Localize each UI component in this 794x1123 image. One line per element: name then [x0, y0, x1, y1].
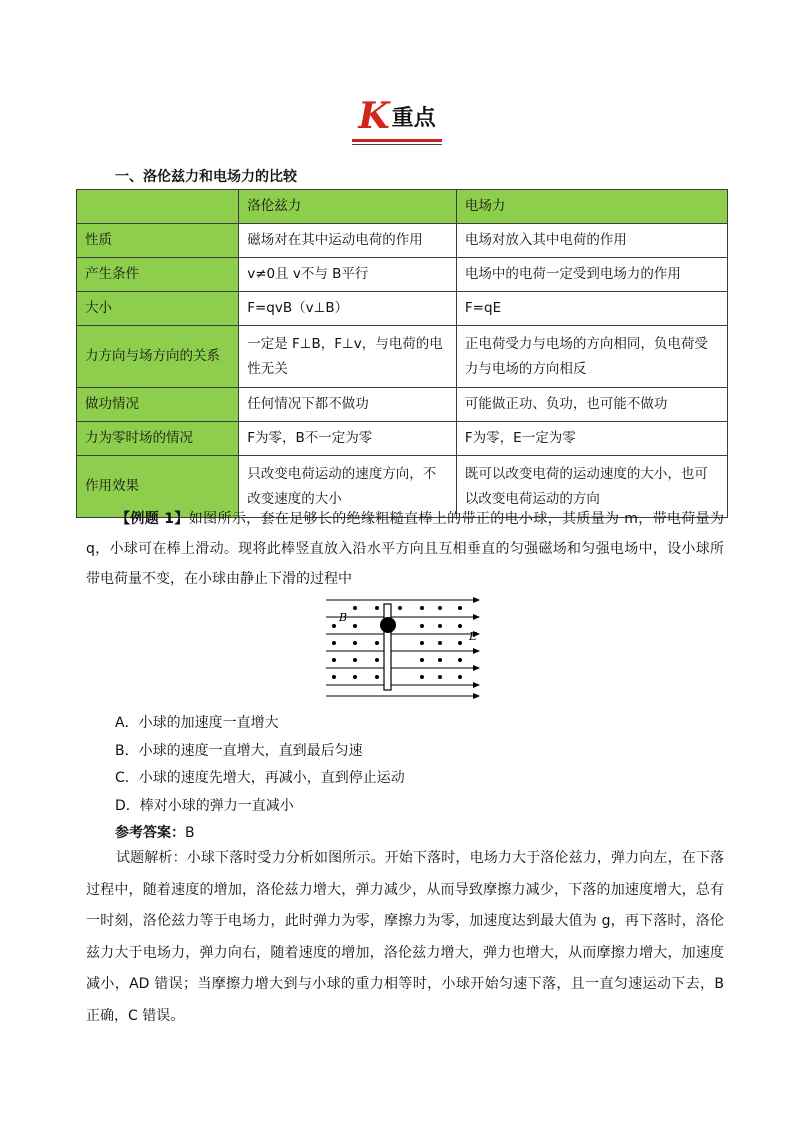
example-text: 如图所示，套在足够长的绝缘粗糙直棒上的带正的电小球，其质量为 m，带电荷量为 q，小球可在棒上滑动。现将此棒竖直放入沿水平方向且互相垂直的匀强磁场和匀强电场中，设小球所带电荷量不变，在小球由静止下滑的过程中	[86, 511, 724, 587]
table-cell: 既可以改变电荷的运动速度的大小，也可以改变电荷运动的方向	[456, 456, 727, 518]
magnetic-field-dot	[353, 606, 357, 610]
example-question	[86, 504, 724, 594]
table-row	[77, 326, 728, 388]
section-heading: 一、洛伦兹力和电场力的比较	[115, 169, 297, 185]
row-label-cell: 力为零时场的情况	[77, 422, 239, 456]
row-label-cell: 做功情况	[77, 388, 239, 422]
row-label-cell: 产生条件	[77, 258, 239, 292]
header-k-letter: K	[358, 95, 390, 137]
analysis-paragraph: 试题解析：小球下落时受力分析如图所示。开始下落时，电场力大于洛伦兹力，弹力向左，在下落过程中，随着速度的增加，洛伦兹力增大，弹力减少，从而导致摩擦力减少，下落的加速度增大，总有一时刻，洛伦兹力等于电场力，此时弹力为零，摩擦力为零，加速度达到最大值为 g，再下落时，洛伦兹力大于电场力，弹力向右，随着速度的增加，洛伦兹力增大，弹力也增大，从而摩擦力增大，加速度减小，AD 错误；当摩擦力增大到与小球的重力相等时，小球开始匀速下落，且一直匀速运动下去，B 正确，C 错误。	[86, 850, 724, 1024]
magnetic-field-dot	[332, 675, 336, 679]
option-c: C．小球的速度先增大，再减小，直到停止运动	[115, 770, 405, 786]
table-row	[77, 224, 728, 258]
magnetic-field-dot	[458, 624, 462, 628]
table-cell: F为零，E一定为零	[456, 422, 727, 456]
magnetic-field-dot	[438, 624, 442, 628]
table-header-cell: 洛伦兹力	[239, 190, 457, 224]
table-row	[77, 258, 728, 292]
table-cell: 电场中的电荷一定受到电场力的作用	[456, 258, 727, 292]
magnetic-field-dot	[420, 675, 424, 679]
magnetic-field-dot	[420, 641, 424, 645]
magnetic-field-dot	[438, 675, 442, 679]
table-cell: F为零，B不一定为零	[239, 422, 457, 456]
magnetic-field-dot	[332, 641, 336, 645]
magnetic-field-dot	[458, 675, 462, 679]
table-header-row	[77, 190, 728, 224]
row-label-cell: 大小	[77, 292, 239, 326]
answer-value: B	[185, 825, 195, 841]
header-title-block	[352, 96, 441, 142]
magnetic-field-dot	[438, 658, 442, 662]
table-cell: 只改变电荷运动的速度方向，不改变速度的大小	[239, 456, 457, 518]
answer-label: 参考答案：	[115, 825, 185, 841]
row-label-cell: 力方向与场方向的关系	[77, 326, 239, 388]
title-underline-shadow	[352, 144, 441, 145]
magnetic-field-dot	[458, 641, 462, 645]
magnetic-field-dot	[375, 675, 379, 679]
magnetic-field-dot	[332, 624, 336, 628]
option-b: B．小球的速度一直增大，直到最后匀速	[115, 743, 363, 759]
table-cell: 电场对放入其中电荷的作用	[456, 224, 727, 258]
insulating-rod	[384, 604, 391, 690]
magnetic-field-dot	[375, 658, 379, 662]
page-title: 重点	[391, 106, 436, 131]
magnetic-field-dot	[438, 641, 442, 645]
row-label-cell: 性质	[77, 224, 239, 258]
magnetic-field-dot	[458, 606, 462, 610]
table-row	[77, 388, 728, 422]
table-row	[77, 422, 728, 456]
example-label: 【例题 1】	[116, 511, 189, 527]
answer-line	[115, 822, 195, 842]
row-label-cell: 作用效果	[77, 456, 239, 518]
magnetic-field-dot	[375, 641, 379, 645]
electric-field-label: E	[469, 630, 478, 643]
table-cell: v≠0且 v不与 B平行	[239, 258, 457, 292]
table-header-cell: 电场力	[456, 190, 727, 224]
table-cell: 可能做正功、负功，也可能不做功	[456, 388, 727, 422]
title-underline	[352, 139, 441, 142]
field-diagram-svg	[324, 594, 484, 702]
magnetic-field-dot	[375, 606, 379, 610]
magnetic-field-dot	[438, 606, 442, 610]
magnetic-field-dot	[353, 624, 357, 628]
charged-ball	[380, 617, 396, 633]
table-cell: 正电荷受力与电场的方向相同，负电荷受力与电场的方向相反	[456, 326, 727, 388]
magnetic-field-dot	[353, 658, 357, 662]
field-diagram	[324, 594, 484, 702]
magnetic-field-dot	[420, 624, 424, 628]
magnetic-field-dot	[398, 606, 402, 610]
table-cell: 磁场对在其中运动电荷的作用	[239, 224, 457, 258]
option-a: A．小球的加速度一直增大	[115, 715, 279, 731]
magnetic-field-dot	[332, 658, 336, 662]
table-cell: 一定是 F⊥B，F⊥v，与电荷的电性无关	[239, 326, 457, 388]
magnetic-field-dot	[420, 606, 424, 610]
magnetic-field-dot	[458, 658, 462, 662]
comparison-table	[76, 189, 728, 518]
magnetic-field-dot	[420, 658, 424, 662]
page-header	[0, 96, 794, 142]
magnetic-field-dot	[353, 675, 357, 679]
table-header-cell	[77, 190, 239, 224]
table-cell: F=qE	[456, 292, 727, 326]
magnetic-field-label: B	[339, 611, 348, 624]
table-cell: 任何情况下都不做功	[239, 388, 457, 422]
table-row	[77, 292, 728, 326]
table-cell: F=qvB（v⊥B）	[239, 292, 457, 326]
option-d: D．棒对小球的弹力一直减小	[115, 798, 294, 814]
magnetic-field-dot	[353, 641, 357, 645]
